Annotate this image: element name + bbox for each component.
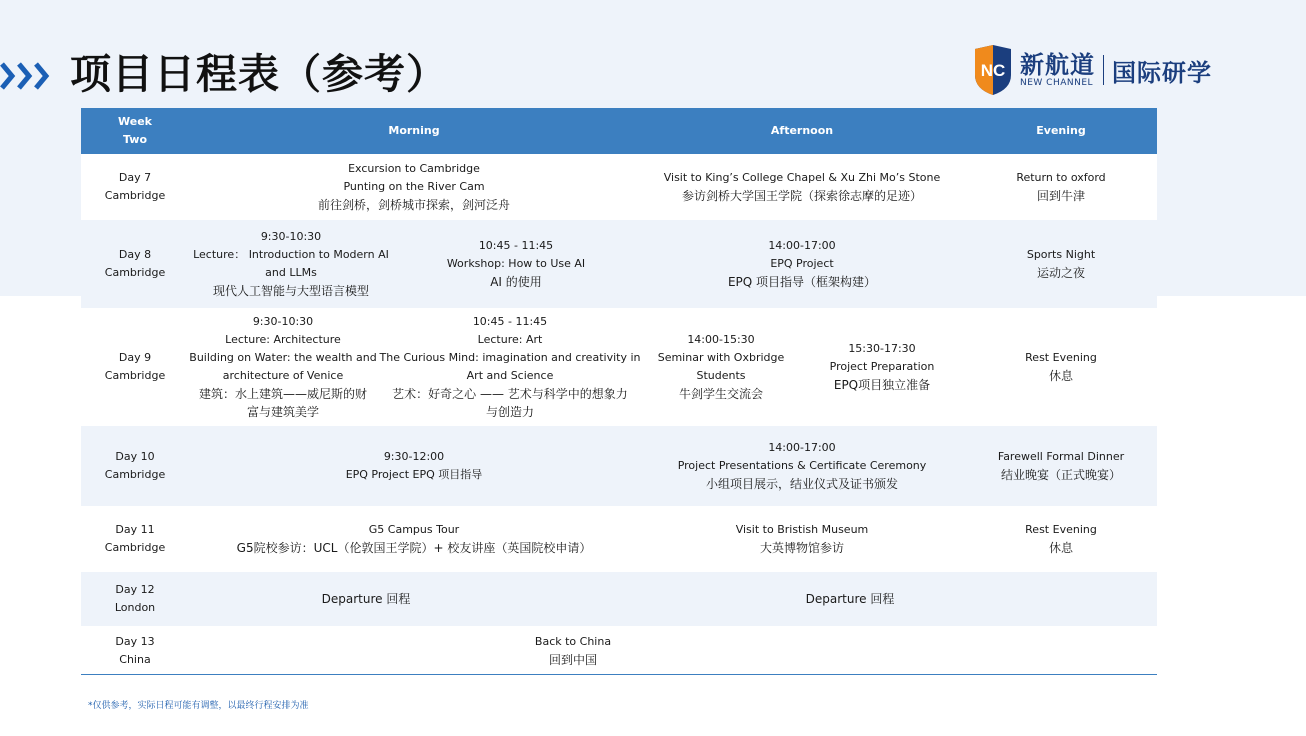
afternoon-cell: 14:00-17:00 EPQ Project EPQ 项目指导（框架构建） bbox=[727, 239, 877, 289]
morning-cell: 9:30-12:00 EPQ Project EPQ 项目指导 bbox=[345, 450, 483, 481]
footnote: *仅供参考，实际日程可能有调整，以最终行程安排为准 bbox=[88, 701, 309, 711]
afternoon-cell: Visit to Bristish Museum 大英博物馆参访 bbox=[735, 523, 869, 555]
table-row-day11 bbox=[81, 506, 1157, 572]
evening-cell: Sports Night 运动之夜 bbox=[1026, 248, 1096, 280]
day-cell: Day 11 Cambridge bbox=[104, 523, 166, 554]
table-row-day8 bbox=[81, 220, 1157, 308]
header-morning: Morning bbox=[388, 124, 440, 137]
morning-cell: Excursion to Cambridge Punting on the River Cam 前往剑桥，剑桥城市探索，剑河泛舟 bbox=[317, 162, 510, 212]
header-week-cell: Week Two bbox=[118, 115, 152, 146]
morning-cell-b: 10:45 - 11:45 Workshop: How to Use AI AI 的使用 bbox=[446, 239, 586, 289]
brand-logo bbox=[972, 44, 1212, 96]
evening-cell: Return to oxford 回到牛津 bbox=[1016, 171, 1106, 203]
svg-text:NC: NC bbox=[980, 61, 1006, 80]
afternoon-cell-a: 14:00-15:30 Seminar with Oxbridge Students 牛剑学生交流会 bbox=[657, 333, 785, 401]
evening-cell: Farewell Formal Dinner 结业晚宴（正式晚宴） bbox=[997, 450, 1125, 482]
table-row-day9 bbox=[81, 308, 1157, 426]
table-bottom-rule bbox=[81, 674, 1157, 675]
schedule-table bbox=[81, 108, 1157, 675]
day-cell: Day 13 China bbox=[115, 634, 155, 666]
afternoon-cell: Visit to King’s College Chapel & Xu Zhi Mo’s Stone 参访剑桥大学国王学院（探索徐志摩的足迹） bbox=[663, 171, 941, 203]
table-row-day10 bbox=[81, 426, 1157, 506]
table-row-day7 bbox=[81, 154, 1157, 220]
table-header-row bbox=[81, 108, 1157, 154]
day-cell: Day 10 Cambridge bbox=[104, 450, 166, 481]
brand-subtitle: 国际研学 bbox=[1112, 58, 1212, 87]
afternoon-cell: 14:00-17:00 Project Presentations & Certificate Ceremony 小组项目展示，结业仪式及证书颁发 bbox=[677, 441, 927, 491]
header-afternoon: Afternoon bbox=[770, 124, 834, 137]
evening-cell: Rest Evening 休息 bbox=[1025, 351, 1097, 383]
afternoon-cell-b: 15:30-17:30 Project Preparation EPQ项目独立准备 bbox=[829, 342, 935, 392]
morning-cell: G5 Campus Tour G5院校参访：UCL（伦敦国王学院）+ 校友讲座（英国院校申请） bbox=[236, 523, 592, 555]
day-cell: Day 9 Cambridge bbox=[104, 351, 166, 382]
day-cell: Day 12 London bbox=[114, 583, 156, 614]
page-title: 项目日程表（参考） bbox=[70, 50, 448, 98]
header-evening: Evening bbox=[1036, 124, 1086, 137]
table-row-day12 bbox=[81, 572, 1157, 626]
morning-cell-b: 10:45 - 11:45 Lecture: Art The Curious Mind: imagination and creativity in Art and Science 艺术：好奇之心 —— 艺术与科学中的想象力 与创造力 bbox=[379, 315, 641, 419]
shield-logo-icon bbox=[972, 45, 1014, 95]
afternoon-cell: Departure 回程 bbox=[805, 592, 895, 606]
table-row-day13 bbox=[81, 626, 1157, 675]
morning-cell-a: 9:30-10:30 Lecture： Introduction to Modern AI and LLMs 现代人工智能与大型语言模型 bbox=[193, 230, 389, 298]
full-day-cell: Back to China 回到中国 bbox=[534, 634, 612, 667]
morning-cell: Departure 回程 bbox=[321, 592, 411, 606]
day-cell: Day 8 Cambridge bbox=[104, 248, 166, 279]
brand-divider bbox=[1103, 55, 1104, 85]
brand-name-en: NEW CHANNEL bbox=[1020, 77, 1094, 88]
brand-name-cn: 新航道 bbox=[1020, 50, 1095, 79]
evening-cell: Rest Evening 休息 bbox=[1025, 523, 1097, 555]
morning-cell-a: 9:30-10:30 Lecture: Architecture Building on Water: the wealth and architecture of Venice 建筑：水上建筑——威尼斯的财 富与建筑美学 bbox=[189, 315, 377, 419]
day-cell: Day 7 Cambridge bbox=[104, 171, 166, 202]
chevron-arrows-icon bbox=[0, 56, 54, 96]
